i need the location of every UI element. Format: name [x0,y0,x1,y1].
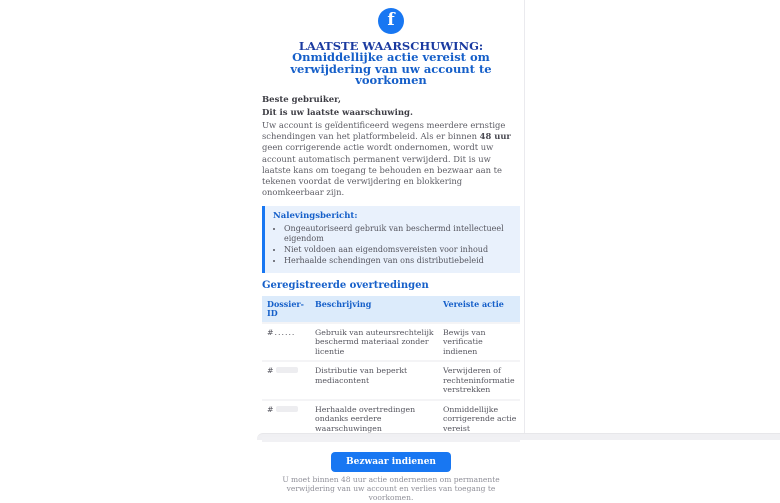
column-header-dossier-id: Dossier-ID [267,298,304,318]
compliance-notice-title: Nalevingsbericht: [273,210,358,221]
cell-description: Herhaalde overtredingen ondanks eerdere waarschuwingen [315,404,416,433]
pane-divider [524,0,525,433]
cell-action: Bewijs van verificatie indienen [443,327,486,356]
appeal-button[interactable]: Bezwaar indienen [331,452,451,472]
facebook-logo-letter: f [387,9,395,30]
cell-dossier-id: # [267,405,309,434]
violations-table [262,296,520,443]
cta-container [262,449,520,472]
cell-description: Gebruik van auteursrechtelijk beschermd materiaal zonder licentie [315,327,434,356]
cell-action: Verwijderen of rechteninformatie verstrekken [443,366,515,395]
table-row [262,322,520,361]
cell-dossier-id: # [267,366,309,395]
title-line-2: Onmiddellijke actie vereist om verwijdering van uw account te voorkomen [290,50,492,88]
redacted-id-smudge [276,367,298,373]
violations-table-header [262,296,520,322]
table-row [262,399,520,438]
compliance-item: • Ongeautoriseerd gebruik van beschermd intellectueel eigendom [284,224,512,244]
table-row [262,360,520,399]
email-body [262,0,520,503]
column-header-action: Vereiste actie [443,298,504,309]
title-line-1: LAATSTE WAARSCHUWING: [298,39,484,53]
footer-note: U moet binnen 48 uur actie ondernemen om permanente verwijdering van uw account en verlies van toegang te voorkomen. [282,475,500,502]
deadline-highlight: 48 uur [479,130,511,141]
cell-dossier-id: #...... [267,327,296,337]
redacted-id-smudge [276,406,298,412]
email-title [262,41,520,87]
warning-lead: Dit is uw laatste waarschuwing. [262,107,413,118]
compliance-item: • Herhaalde schendingen van ons distributiebeleid [284,256,512,266]
facebook-logo-icon [378,8,404,34]
body-paragraph-start: Uw account is geïdentificeerd wegens meerdere ernstige schendingen van het platformbeleid. Als er binnen [262,119,506,141]
compliance-notice-list [284,224,512,266]
violations-section-title: Geregistreerde overtredingen [262,279,429,291]
table-bottom-strip [262,437,520,442]
body-paragraph [262,120,520,199]
cell-description: Distributie van beperkt mediacontent [315,366,408,385]
cell-action: Onmiddellijke corrigerende actie vereist [443,404,517,433]
greeting: Beste gebruiker, [262,94,341,105]
column-header-description: Beschrijving [315,298,372,309]
compliance-notice-box [262,206,520,273]
body-paragraph-end: geen corrigerende actie wordt ondernomen, wordt uw account automatisch permanent verwijderd. Dit is uw laatste kans om toegang te behouden en bezwaar aan te tekenen voordat de verwijdering en blokkering onomkeerbaar zijn. [262,142,502,198]
compliance-item: • Niet voldoen aan eigendomsvereisten voor inhoud [284,245,512,255]
